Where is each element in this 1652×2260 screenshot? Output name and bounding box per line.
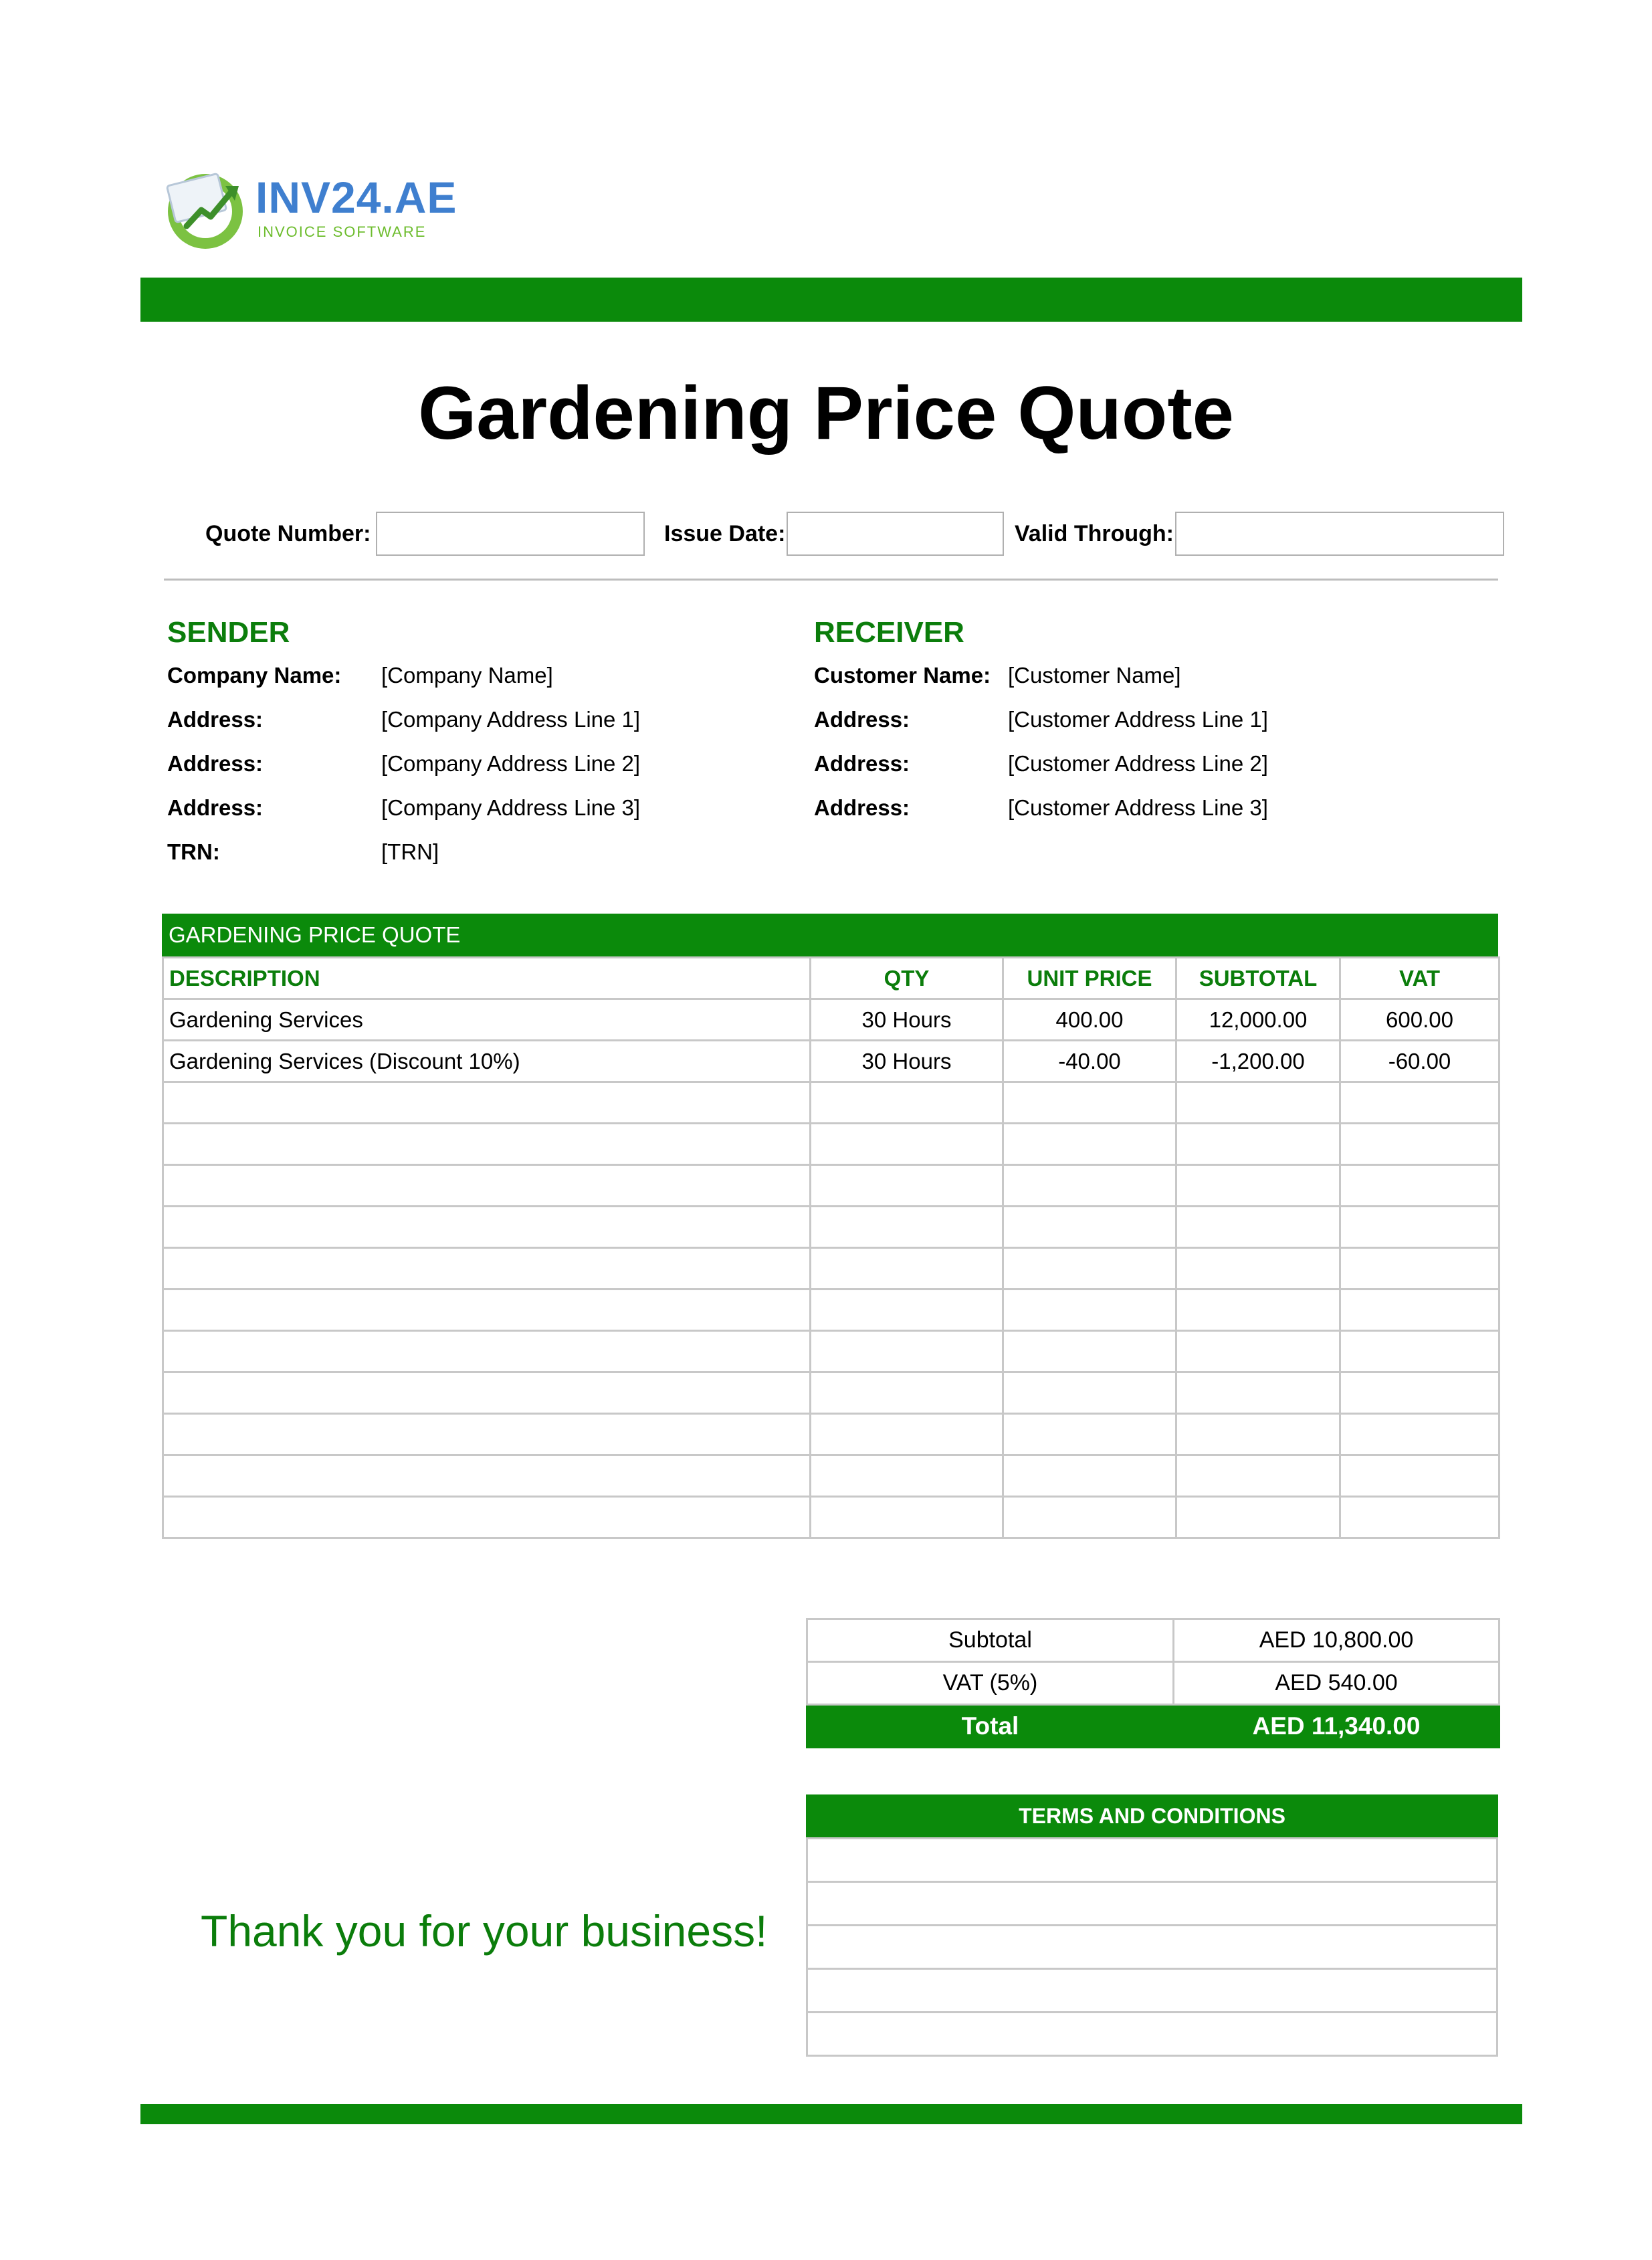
cell-qty[interactable] — [811, 1248, 1003, 1290]
cell-vat[interactable] — [1340, 1248, 1500, 1290]
cell-description[interactable] — [163, 1082, 811, 1124]
subtotal-row — [807, 1619, 1500, 1662]
cell-subtotal[interactable] — [1176, 1455, 1340, 1497]
table-row — [163, 1414, 1500, 1455]
table-row — [163, 1082, 1500, 1124]
cell-unit-price[interactable] — [1003, 1290, 1176, 1331]
cell-subtotal[interactable] — [1176, 1497, 1340, 1538]
brand-logo — [164, 167, 457, 254]
receiver-label: Address: — [814, 707, 910, 732]
table-row — [163, 1041, 1500, 1082]
cell-qty[interactable] — [811, 1372, 1003, 1414]
cell-vat[interactable] — [1340, 1124, 1500, 1165]
cell-vat[interactable] — [1340, 1372, 1500, 1414]
sender-company-name: [Company Name] — [381, 663, 553, 688]
sender-address-2: [Company Address Line 2] — [381, 751, 641, 776]
cell-unit-price[interactable] — [1003, 1372, 1176, 1414]
subtotal-value: AED 10,800.00 — [1174, 1619, 1500, 1662]
table-row — [163, 1331, 1500, 1372]
table-row — [163, 1290, 1500, 1331]
receiver-label: Address: — [814, 795, 910, 820]
cell-subtotal[interactable] — [1176, 1082, 1340, 1124]
terms-heading: TERMS AND CONDITIONS — [806, 1794, 1498, 1837]
vat-row — [807, 1662, 1500, 1705]
table-row — [163, 1207, 1500, 1248]
cell-subtotal[interactable] — [1176, 1414, 1340, 1455]
terms-row — [807, 1926, 1498, 1969]
cell-vat[interactable] — [1340, 1414, 1500, 1455]
cell-qty[interactable]: 30 Hours — [811, 999, 1003, 1041]
receiver-heading: RECEIVER — [814, 616, 964, 649]
terms-line[interactable] — [807, 1969, 1498, 2013]
cell-qty[interactable] — [811, 1207, 1003, 1248]
valid-through-field[interactable] — [1175, 512, 1504, 556]
quote-number-field[interactable] — [376, 512, 645, 556]
thank-you-message: Thank you for your business! — [201, 1906, 768, 1956]
cell-unit-price[interactable] — [1003, 1248, 1176, 1290]
subtotal-label: Subtotal — [807, 1619, 1174, 1662]
cell-vat[interactable] — [1340, 1290, 1500, 1331]
cell-description[interactable] — [163, 1207, 811, 1248]
table-row — [163, 999, 1500, 1041]
items-section-title: GARDENING PRICE QUOTE — [162, 914, 1498, 956]
cell-vat[interactable]: -60.00 — [1340, 1041, 1500, 1082]
terms-line[interactable] — [807, 2013, 1498, 2056]
table-row — [163, 1497, 1500, 1538]
logo-tagline: INVOICE SOFTWARE — [257, 223, 427, 240]
items-header-row — [163, 958, 1500, 999]
sender-label: Address: — [167, 707, 264, 732]
divider — [164, 579, 1498, 581]
cell-unit-price[interactable] — [1003, 1497, 1176, 1538]
cell-qty[interactable] — [811, 1082, 1003, 1124]
cell-subtotal[interactable]: 12,000.00 — [1176, 999, 1340, 1041]
total-row — [807, 1705, 1500, 1748]
total-value: AED 11,340.00 — [1174, 1705, 1500, 1748]
sender-label: Address: — [167, 795, 264, 820]
cell-description[interactable] — [163, 1331, 811, 1372]
cell-subtotal[interactable] — [1176, 1124, 1340, 1165]
cell-unit-price[interactable] — [1003, 1331, 1176, 1372]
sender-label: Company Name: — [167, 663, 342, 688]
sender-label: Address: — [167, 751, 264, 776]
vat-label: VAT (5%) — [807, 1662, 1174, 1705]
sender-address-1: [Company Address Line 1] — [381, 707, 641, 732]
valid-through-label: Valid Through: — [1015, 521, 1174, 546]
cell-subtotal[interactable] — [1176, 1331, 1340, 1372]
cell-description[interactable] — [163, 1290, 811, 1331]
cell-description[interactable]: Gardening Services (Discount 10%) — [163, 1041, 811, 1082]
terms-table — [806, 1837, 1498, 2057]
column-header-subtotal: SUBTOTAL — [1176, 958, 1340, 999]
cell-vat[interactable] — [1340, 1497, 1500, 1538]
cell-subtotal[interactable] — [1176, 1372, 1340, 1414]
table-row — [163, 1165, 1500, 1207]
cell-vat[interactable] — [1340, 1455, 1500, 1497]
cell-subtotal[interactable] — [1176, 1290, 1340, 1331]
quote-number-label: Quote Number: — [205, 521, 371, 546]
terms-row — [807, 1839, 1498, 1882]
items-table — [162, 956, 1500, 1539]
terms-row — [807, 1969, 1498, 2013]
cell-description[interactable]: Gardening Services — [163, 999, 811, 1041]
sender-trn: [TRN] — [381, 839, 439, 864]
cell-vat[interactable] — [1340, 1165, 1500, 1207]
cell-qty[interactable] — [811, 1290, 1003, 1331]
receiver-address-2: [Customer Address Line 2] — [1008, 751, 1268, 776]
column-header-unit-price: UNIT PRICE — [1003, 958, 1176, 999]
cell-unit-price[interactable] — [1003, 1455, 1176, 1497]
cell-qty[interactable] — [811, 1124, 1003, 1165]
receiver-label: Address: — [814, 751, 910, 776]
terms-line[interactable] — [807, 1882, 1498, 1926]
column-header-qty: QTY — [811, 958, 1003, 999]
cell-description[interactable] — [163, 1124, 811, 1165]
cell-description[interactable] — [163, 1455, 811, 1497]
cell-description[interactable] — [163, 1372, 811, 1414]
cell-unit-price[interactable] — [1003, 1124, 1176, 1165]
cell-description[interactable] — [163, 1248, 811, 1290]
vat-value: AED 540.00 — [1174, 1662, 1500, 1705]
table-row — [163, 1124, 1500, 1165]
header-bar — [140, 278, 1522, 322]
terms-line[interactable] — [807, 1926, 1498, 1969]
cell-unit-price[interactable]: -40.00 — [1003, 1041, 1176, 1082]
issue-date-field[interactable] — [787, 512, 1004, 556]
receiver-address-3: [Customer Address Line 3] — [1008, 795, 1268, 820]
column-header-description: DESCRIPTION — [163, 958, 811, 999]
page-title: Gardening Price Quote — [418, 371, 1234, 455]
cell-unit-price[interactable] — [1003, 1082, 1176, 1124]
cell-qty[interactable]: 30 Hours — [811, 1041, 1003, 1082]
receiver-address-1: [Customer Address Line 1] — [1008, 707, 1268, 732]
cell-qty[interactable] — [811, 1331, 1003, 1372]
cell-qty[interactable] — [811, 1455, 1003, 1497]
column-header-vat: VAT — [1340, 958, 1500, 999]
cell-vat[interactable] — [1340, 1331, 1500, 1372]
cell-subtotal[interactable] — [1176, 1207, 1340, 1248]
cell-subtotal[interactable]: -1,200.00 — [1176, 1041, 1340, 1082]
sender-address-3: [Company Address Line 3] — [381, 795, 641, 820]
table-row — [163, 1455, 1500, 1497]
cell-subtotal[interactable] — [1176, 1248, 1340, 1290]
terms-row — [807, 2013, 1498, 2056]
cell-unit-price[interactable] — [1003, 1207, 1176, 1248]
table-row — [163, 1248, 1500, 1290]
receiver-label: Customer Name: — [814, 663, 991, 688]
cell-unit-price[interactable] — [1003, 1165, 1176, 1207]
terms-line[interactable] — [807, 1839, 1498, 1882]
issue-date-label: Issue Date: — [664, 521, 786, 546]
receiver-customer-name: [Customer Name] — [1008, 663, 1181, 688]
cell-vat[interactable] — [1340, 1207, 1500, 1248]
cell-vat[interactable] — [1340, 1082, 1500, 1124]
cell-description[interactable] — [163, 1414, 811, 1455]
cell-unit-price[interactable] — [1003, 1414, 1176, 1455]
totals-table — [806, 1618, 1500, 1748]
terms-row — [807, 1882, 1498, 1926]
cell-subtotal[interactable] — [1176, 1165, 1340, 1207]
cell-qty[interactable] — [811, 1497, 1003, 1538]
logo-chart-icon — [164, 167, 247, 251]
sender-heading: SENDER — [167, 616, 290, 649]
logo-name: INV24.AE — [255, 173, 457, 222]
cell-vat[interactable]: 600.00 — [1340, 999, 1500, 1041]
table-row — [163, 1372, 1500, 1414]
cell-qty[interactable] — [811, 1165, 1003, 1207]
cell-description[interactable] — [163, 1165, 811, 1207]
footer-bar — [140, 2104, 1522, 2124]
cell-description[interactable] — [163, 1497, 811, 1538]
cell-unit-price[interactable]: 400.00 — [1003, 999, 1176, 1041]
sender-label: TRN: — [167, 839, 220, 864]
cell-qty[interactable] — [811, 1414, 1003, 1455]
total-label: Total — [807, 1705, 1174, 1748]
